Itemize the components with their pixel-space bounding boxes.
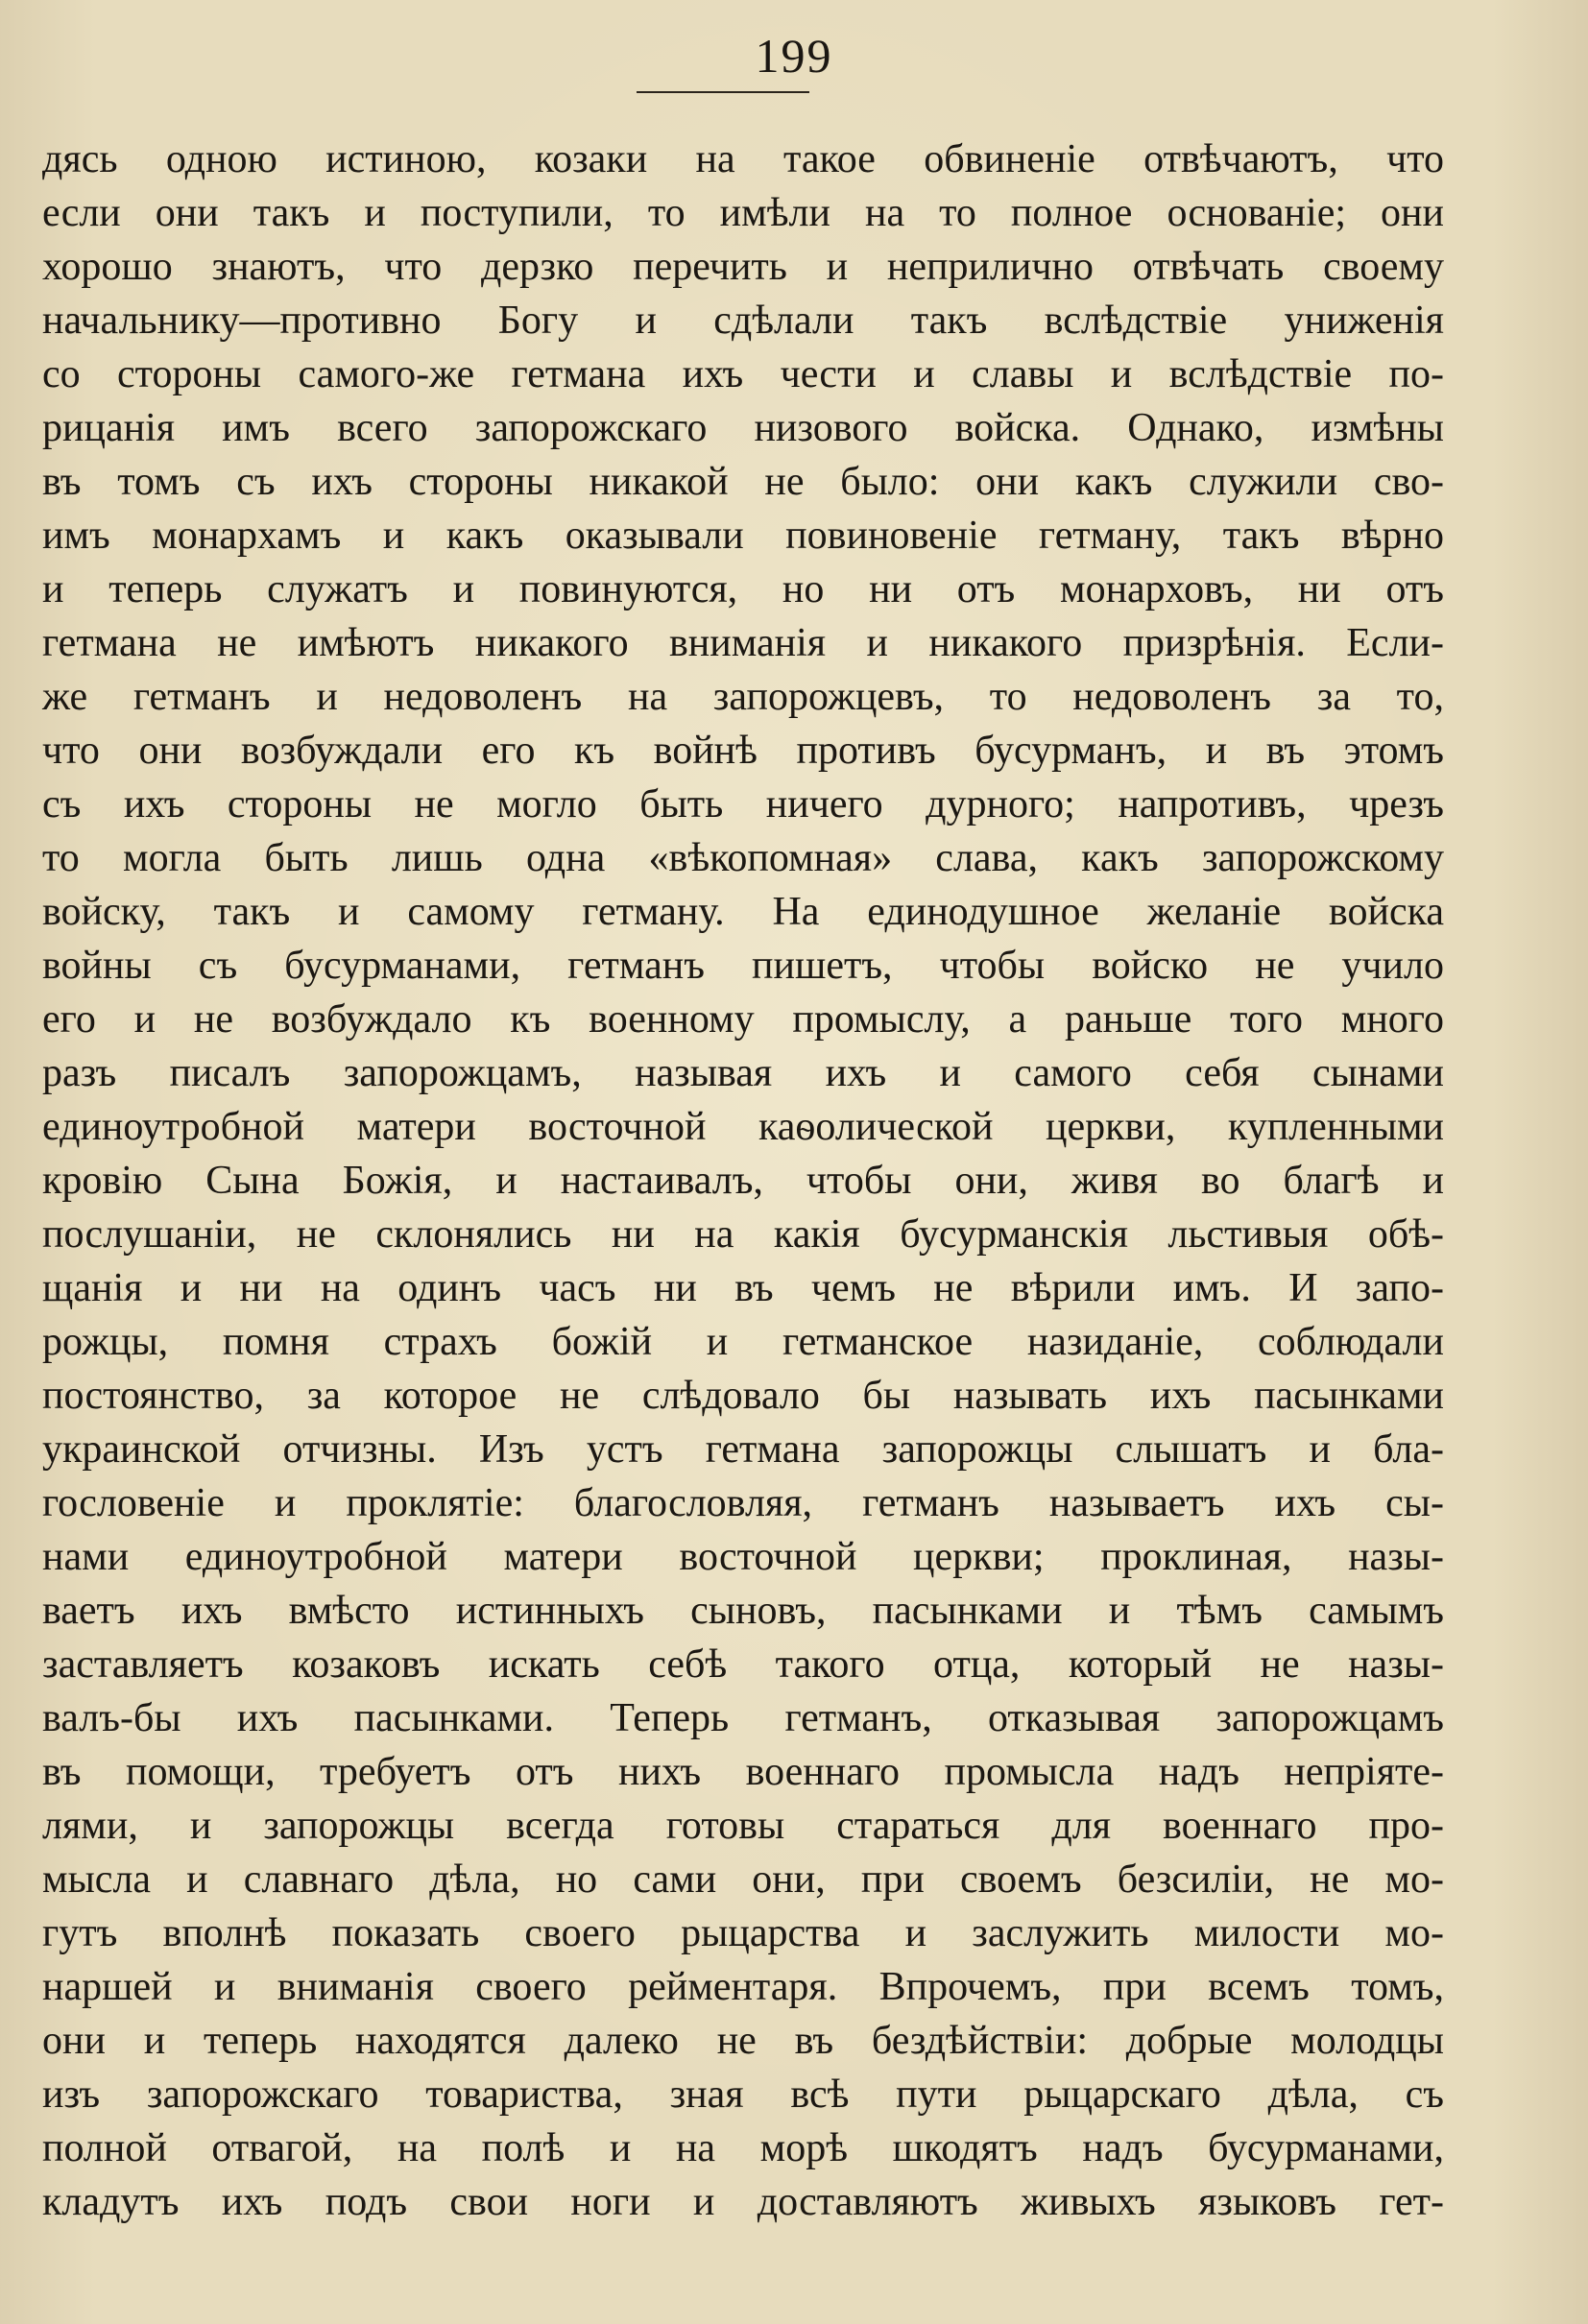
header-rule bbox=[637, 91, 809, 93]
text-line: единоутробной матери восточной каѳолической церкви, купленными bbox=[42, 1105, 1444, 1149]
text-line: его и не возбуждало къ военному промыслу, а раньше того много bbox=[42, 997, 1444, 1042]
text-line: гутъ вполнѣ показать своего рыцарства и заслужить милости мо- bbox=[42, 1911, 1444, 1955]
text-line: щанія и ни на одинъ часъ ни въ чемъ не вѣрили имъ. И запо- bbox=[42, 1266, 1444, 1310]
text-line: украинской отчизны. Изъ устъ гетмана запорожцы слышатъ и бла- bbox=[42, 1427, 1444, 1472]
text-line: гетмана не имѣютъ никакого вниманія и никакого призрѣнія. Если- bbox=[42, 621, 1444, 665]
text-line: если они такъ и поступили, то имѣли на то полное основаніе; они bbox=[42, 191, 1444, 235]
text-line: лями, и запорожцы всегда готовы стараться для военнаго про- bbox=[42, 1804, 1444, 1848]
text-line: въ помощи, требуетъ отъ нихъ военнаго промысла надъ непріяте- bbox=[42, 1750, 1444, 1794]
text-line: кровію Сына Божія, и настаивалъ, чтобы они, живя во благѣ и bbox=[42, 1159, 1444, 1203]
text-line: гословеніе и проклятіе: благословляя, гетманъ называетъ ихъ сы- bbox=[42, 1481, 1444, 1525]
text-line: войску, такъ и самому гетману. На единодушное желаніе войска bbox=[42, 890, 1444, 934]
text-line: со стороны самого-же гетмана ихъ чести и славы и вслѣдствіе по- bbox=[42, 352, 1444, 396]
text-line: хорошо знаютъ, что дерзко перечить и неприлично отвѣчать своему bbox=[42, 245, 1444, 289]
text-line: въ томъ съ ихъ стороны никакой не было: они какъ служили сво- bbox=[42, 460, 1444, 504]
text-line: наршей и вниманія своего рейментаря. Впрочемъ, при всемъ томъ, bbox=[42, 1965, 1444, 2009]
text-line: съ ихъ стороны не могло быть ничего дурного; напротивъ, чрезъ bbox=[42, 782, 1444, 827]
text-line: же гетманъ и недоволенъ на запорожцевъ, то недоволенъ за то, bbox=[42, 675, 1444, 719]
text-line: валъ-бы ихъ пасынками. Теперь гетманъ, отказывая запорожцамъ bbox=[42, 1696, 1444, 1740]
text-line: постоянство, за которое не слѣдовало бы называть ихъ пасынками bbox=[42, 1374, 1444, 1418]
text-line: нами единоутробной матери восточной церкви; проклиная, назы- bbox=[42, 1535, 1444, 1579]
text-line: полной отвагой, на полѣ и на морѣ шкодятъ надъ бусурманами, bbox=[42, 2126, 1444, 2170]
text-line: что они возбуждали его къ войнѣ противъ бусурманъ, и въ этомъ bbox=[42, 729, 1444, 773]
text-line: ваетъ ихъ вмѣсто истинныхъ сыновъ, пасынками и тѣмъ самымъ bbox=[42, 1589, 1444, 1633]
text-line: разъ писалъ запорожцамъ, называя ихъ и самого себя сынами bbox=[42, 1051, 1444, 1095]
text-line: дясь одною истиною, козаки на такое обвиненіе отвѣчаютъ, что bbox=[42, 137, 1444, 181]
text-line: послушаніи, не склонялись ни на какія бусурманскія льстивыя обѣ- bbox=[42, 1212, 1444, 1257]
text-line: рицанія имъ всего запорожскаго низового войска. Однако, измѣны bbox=[42, 406, 1444, 450]
text-line: начальнику—противно Богу и сдѣлали такъ вслѣдствіе униженія bbox=[42, 299, 1444, 343]
text-line: то могла быть лишь одна «вѣкопомная» слава, какъ запорожскому bbox=[42, 836, 1444, 880]
text-line: изъ запорожскаго товариства, зная всѣ пути рыцарскаго дѣла, съ bbox=[42, 2072, 1444, 2117]
text-line: они и теперь находятся далеко не въ бездѣйствіи: добрые молодцы bbox=[42, 2019, 1444, 2063]
text-line: войны съ бусурманами, гетманъ пишетъ, чтобы войско не учило bbox=[42, 944, 1444, 988]
text-line: заставляетъ козаковъ искать себѣ такого отца, который не назы- bbox=[42, 1642, 1444, 1687]
text-line: и теперь служатъ и повинуются, но ни отъ монарховъ, ни отъ bbox=[42, 567, 1444, 611]
text-line: мысла и славнаго дѣла, но сами они, при своемъ безсиліи, не мо- bbox=[42, 1857, 1444, 1902]
body-text bbox=[42, 132, 1444, 2229]
text-line: рожцы, помня страхъ божій и гетманское назиданіе, соблюдали bbox=[42, 1320, 1444, 1364]
text-line: имъ монархамъ и какъ оказывали повиновеніе гетману, такъ вѣрно bbox=[42, 514, 1444, 558]
page-number: 199 bbox=[755, 29, 833, 83]
text-line: кладутъ ихъ подъ свои ноги и доставляютъ живыхъ языковъ гет- bbox=[42, 2180, 1444, 2224]
